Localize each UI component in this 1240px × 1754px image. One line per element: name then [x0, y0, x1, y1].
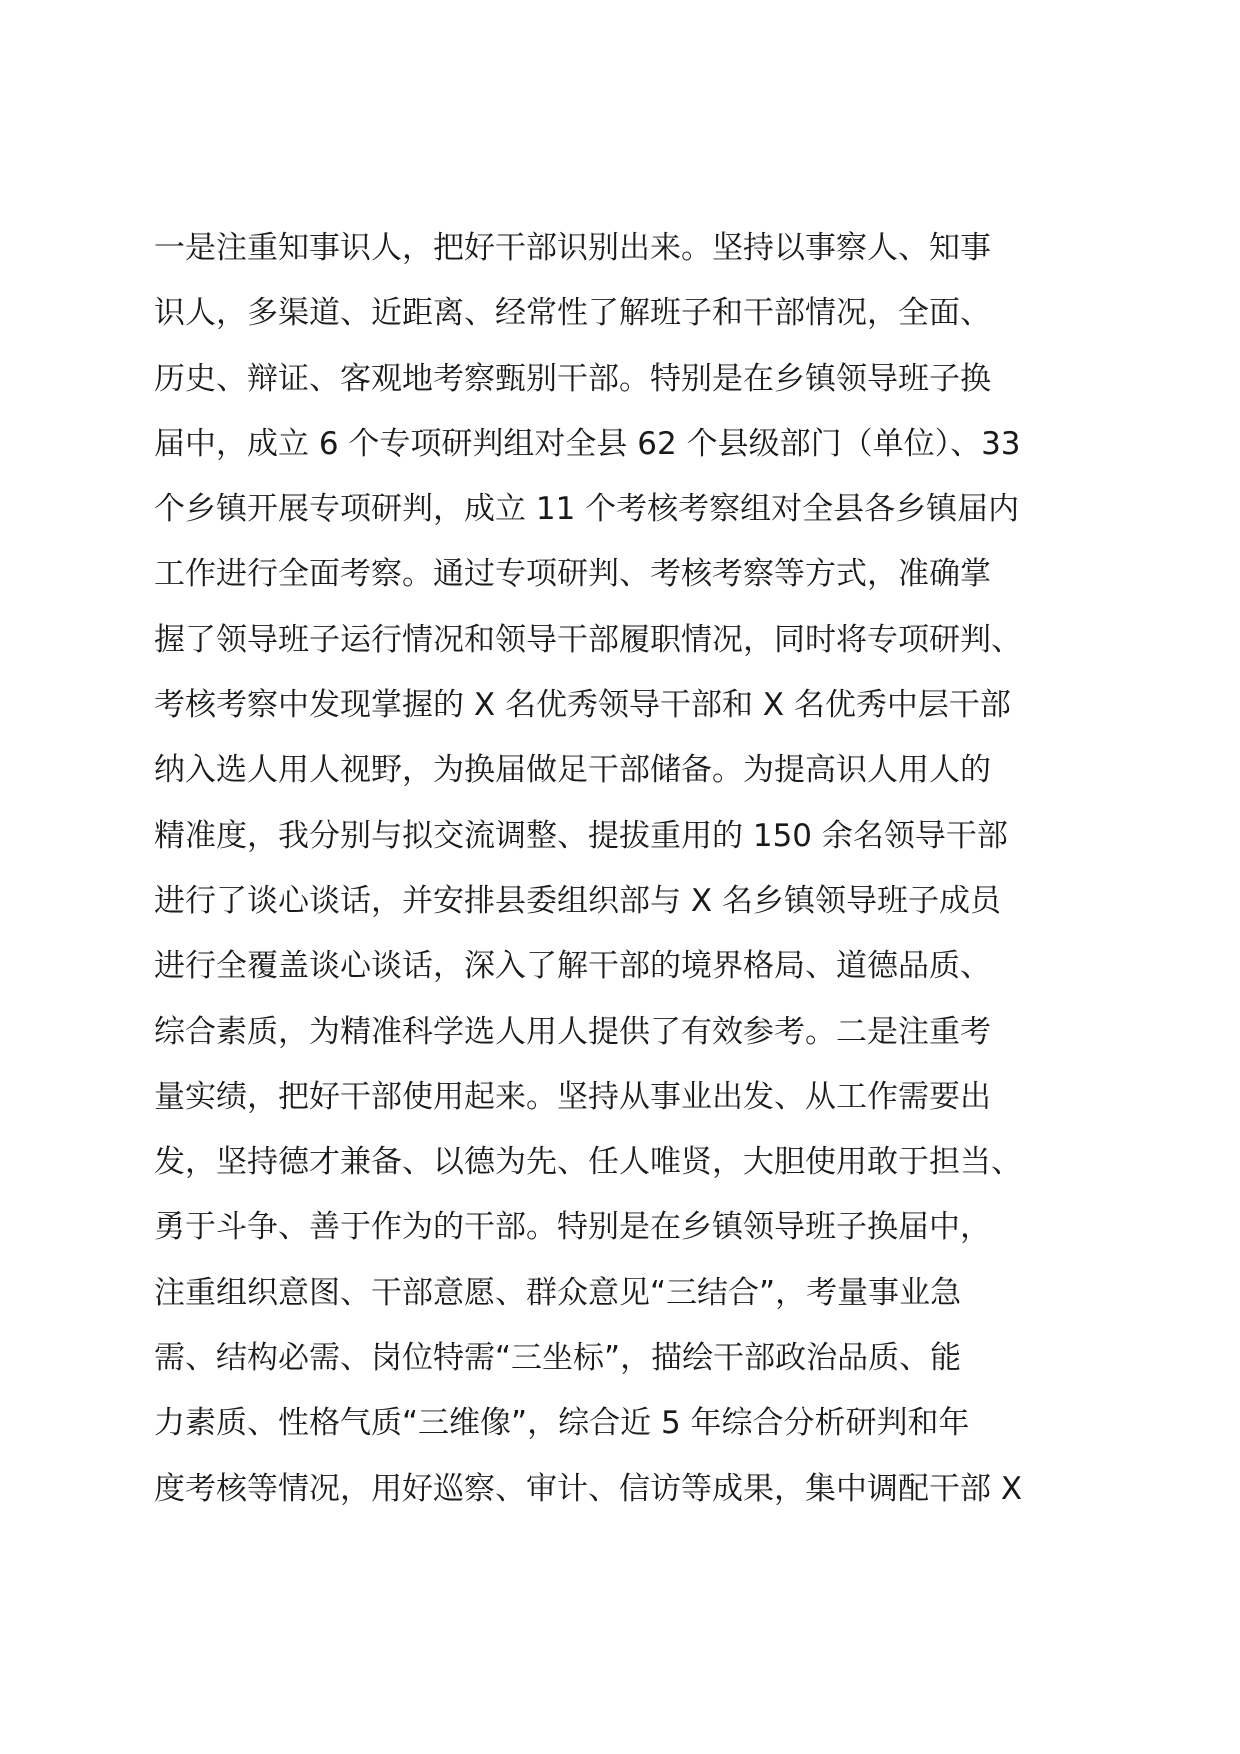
text-line-19: 力素质、性格气质“三维像”，综合近 5 年综合分析研判和年 [154, 1405, 970, 1442]
text-line-9: 纳入选人用人视野，为换届做足干部储备。为提高识人用人的 [154, 752, 991, 789]
text-line-4: 届中，成立 6 个专项研判组对全县 62 个县级部门（单位）、33 [154, 425, 1021, 462]
text-line-8: 考核考察中发现掌握的 X 名优秀领导干部和 X 名优秀中层干部 [154, 687, 1011, 724]
text-line-10: 精准度，我分别与拟交流调整、提拔重用的 150 余名领导干部 [154, 817, 1008, 854]
text-line-16: 勇于斗争、善于作为的干部。特别是在乡镇领导班子换届中， [154, 1209, 991, 1246]
body-paragraph [154, 216, 1094, 1522]
text-line-6: 工作进行全面考察。通过专项研判、考核考察等方式，准确掌 [154, 556, 991, 593]
text-line-5: 个乡镇开展专项研判，成立 11 个考核考察组对全县各乡镇届内 [154, 491, 1020, 528]
text-line-13: 综合素质，为精准科学选人用人提供了有效参考。二是注重考 [154, 1013, 991, 1050]
text-line-7: 握了领导班子运行情况和领导干部履职情况，同时将专项研判、 [154, 621, 1022, 658]
text-line-12: 进行全覆盖谈心谈话，深入了解干部的境界格局、道德品质、 [154, 948, 991, 985]
text-line-1: 一是注重知事识人，把好干部识别出来。坚持以事察人、知事 [154, 230, 991, 266]
text-line-14: 量实绩，把好干部使用起来。坚持从事业出发、从工作需要出 [154, 1078, 991, 1115]
text-line-3: 历史、辩证、客观地考察甄别干部。特别是在乡镇领导班子换 [154, 360, 991, 397]
text-line-18: 需、结构必需、岗位特需“三坐标”，描绘干部政治品质、能 [154, 1340, 962, 1377]
text-line-11: 进行了谈心谈话，并安排县委组织部与 X 名乡镇领导班子成员 [154, 882, 1001, 919]
text-line-20: 度考核等情况，用好巡察、审计、信访等成果，集中调配干部 X [154, 1470, 1023, 1507]
text-line-17: 注重组织意图、干部意愿、群众意见“三结合”，考量事业急 [154, 1274, 962, 1311]
text-line-15: 发，坚持德才兼备、以德为先、任人唯贤，大胆使用敢于担当、 [154, 1144, 1022, 1181]
text-line-2: 识人，多渠道、近距离、经常性了解班子和干部情况，全面、 [154, 295, 991, 332]
